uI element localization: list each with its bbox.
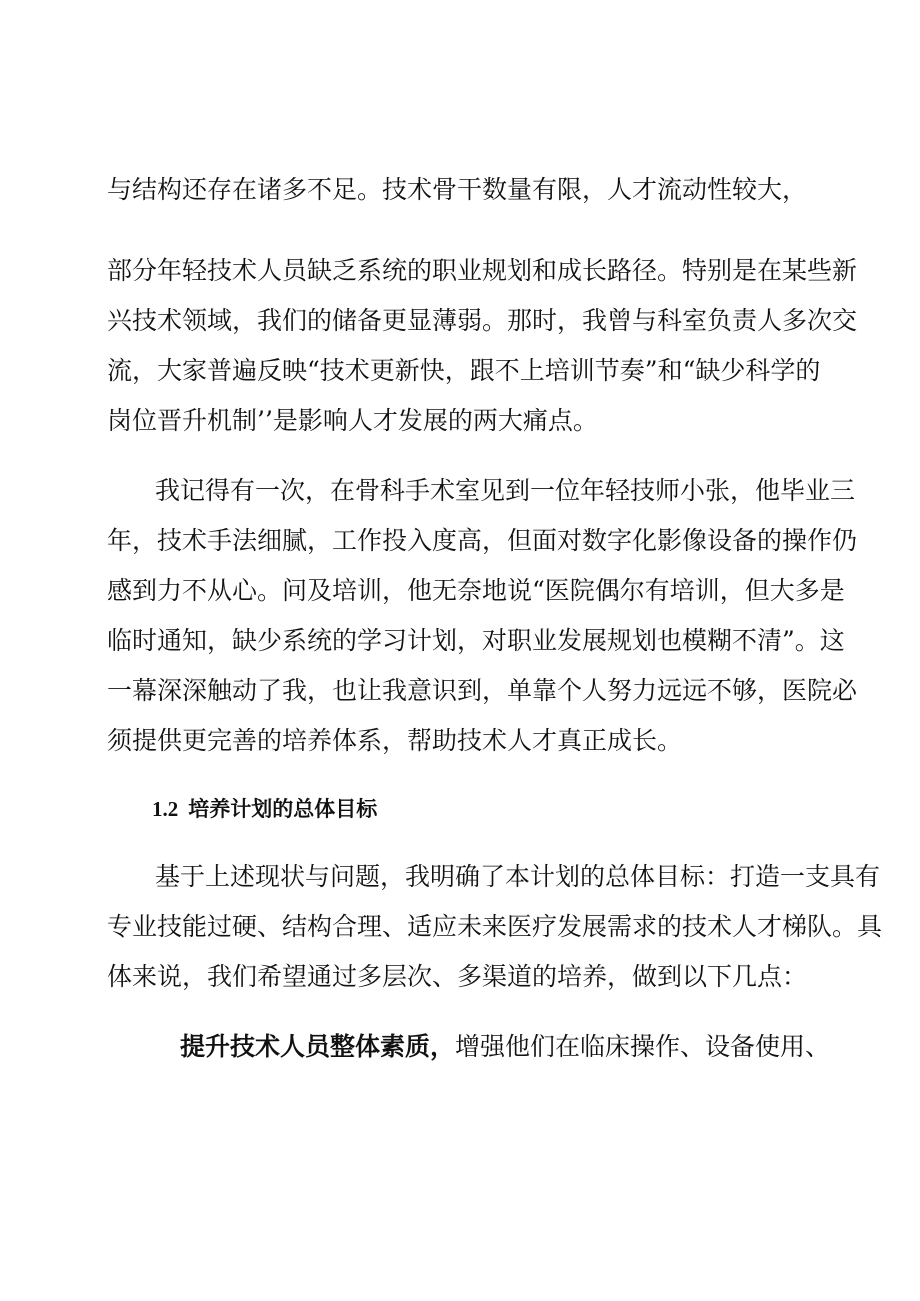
- paragraph-2-line-3: 流，大家普遍反映“技术更新快，跟不上培训节奏”和“缺少科学的: [107, 356, 821, 385]
- section-number: 1.2: [152, 797, 179, 821]
- paragraph-2-line-4: 岗位晋升机制’’是影响人才发展的两大痛点。: [107, 406, 598, 435]
- paragraph-3-line-5: 一幕深深触动了我，也让我意识到，单靠个人努力远远不够，医院必: [107, 676, 858, 705]
- paragraph-4-line-3: 体来说，我们希望通过多层次、多渠道的培养，做到以下几点：: [107, 962, 808, 991]
- paragraph-3-line-2: 年，技术手法细腻，工作投入度高，但面对数字化影像设备的操作仍: [107, 526, 858, 555]
- paragraph-5-line-1: [180, 1029, 830, 1065]
- paragraph-3-line-3: 感到力不从心。问及培训，他无奈地说“医院偶尔有培训，但大多是: [107, 576, 845, 605]
- paragraph-3-line-4: 临时通知，缺少系统的学习计划，对职业发展规划也模糊不清”。这: [107, 626, 845, 655]
- paragraph-5-rest: 增强他们在临床操作、设备使用、: [455, 1032, 831, 1061]
- paragraph-3-line-6: 须提供更完善的培养体系，帮助技术人才真正成长。: [107, 726, 683, 755]
- paragraph-4-line-1: 基于上述现状与问题，我明确了本计划的总体目标：打造一支具有: [155, 862, 881, 891]
- paragraph-3-line-1: 我记得有一次，在骨科手术室见到一位年轻技师小张，他毕业三: [155, 476, 856, 505]
- paragraph-4-line-2: 专业技能过硬、结构合理、适应未来医疗发展需求的技术人才梯队。具: [107, 912, 883, 941]
- section-heading: [152, 794, 377, 824]
- paragraph-1-line-1: 与结构还存在诸多不足。技术骨干数量有限，人才流动性较大，: [107, 175, 808, 204]
- paragraph-5-bold-lead: 提升技术人员整体素质，: [180, 1032, 456, 1061]
- section-title: 培养计划的总体目标: [188, 796, 378, 821]
- paragraph-2-line-1: 部分年轻技术人员缺乏系统的职业规划和成长路径。特别是在某些新: [107, 256, 858, 285]
- paragraph-2-line-2: 兴技术领域，我们的储备更显薄弱。那时，我曾与科室负责人多次交: [107, 306, 858, 335]
